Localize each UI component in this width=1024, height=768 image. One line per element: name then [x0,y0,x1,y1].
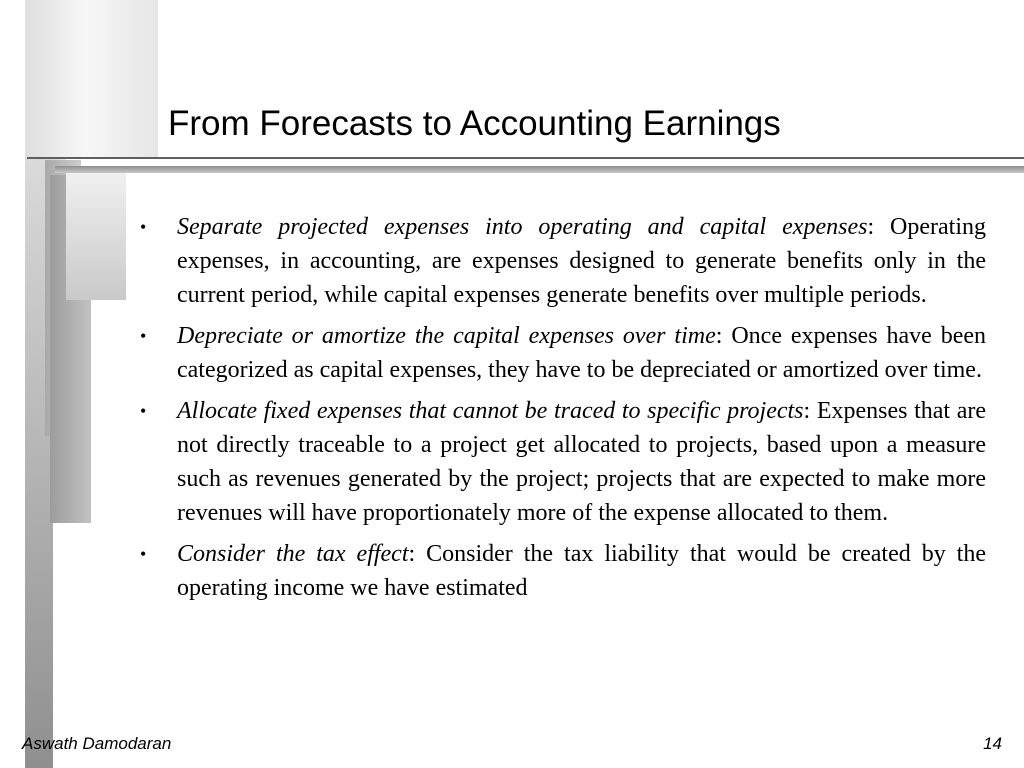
bullet-heading: Depreciate or amortize the capital expenses over time [177,323,716,349]
bullet-separator: : [715,323,723,349]
bullet-item [140,394,987,530]
bullet-icon: • [140,401,147,421]
bullet-icon: • [140,217,147,237]
bullet-list [140,210,987,612]
title-divider-shadow [55,166,1024,173]
bullet-heading: Separate projected expenses into operating and capital expenses [177,214,868,240]
bullet-separator: : [408,541,416,567]
bullet-heading: Allocate fixed expenses that cannot be traced to specific projects [177,398,804,424]
bullet-item [140,537,986,605]
bullet-text: Expenses that are not directly traceable to a project get allocated to projects, based upon a measure such as revenues generated by the project; projects that are expected to make more revenues will have proportionately more of the expense allocated to them. [177,398,987,526]
bullet-heading: Consider the tax effect [177,541,409,567]
bullet-icon: • [140,326,147,346]
footer-author: Aswath Damodaran [22,734,172,753]
bullet-item [140,210,986,312]
title-divider [27,157,1024,159]
bullet-icon: • [140,544,147,564]
bullet-separator: : [803,398,811,424]
bullet-separator: : [867,214,875,240]
bullet-text: Once expenses have been categorized as capital expenses, they have to be depreciated or amortized over time. [177,323,986,383]
bullet-text: Consider the tax liability that would be created by the operating income we have estimated [177,541,986,601]
page-number: 14 [983,734,1002,753]
slide-title: From Forecasts to Accounting Earnings [168,104,781,143]
decor-bar [25,0,158,158]
decor-bar [66,170,126,300]
bullet-item [140,319,986,387]
bullet-text: Operating expenses, in accounting, are expenses designed to generate benefits only in the current period, while capital expenses generate benefits over multiple periods. [177,214,986,308]
